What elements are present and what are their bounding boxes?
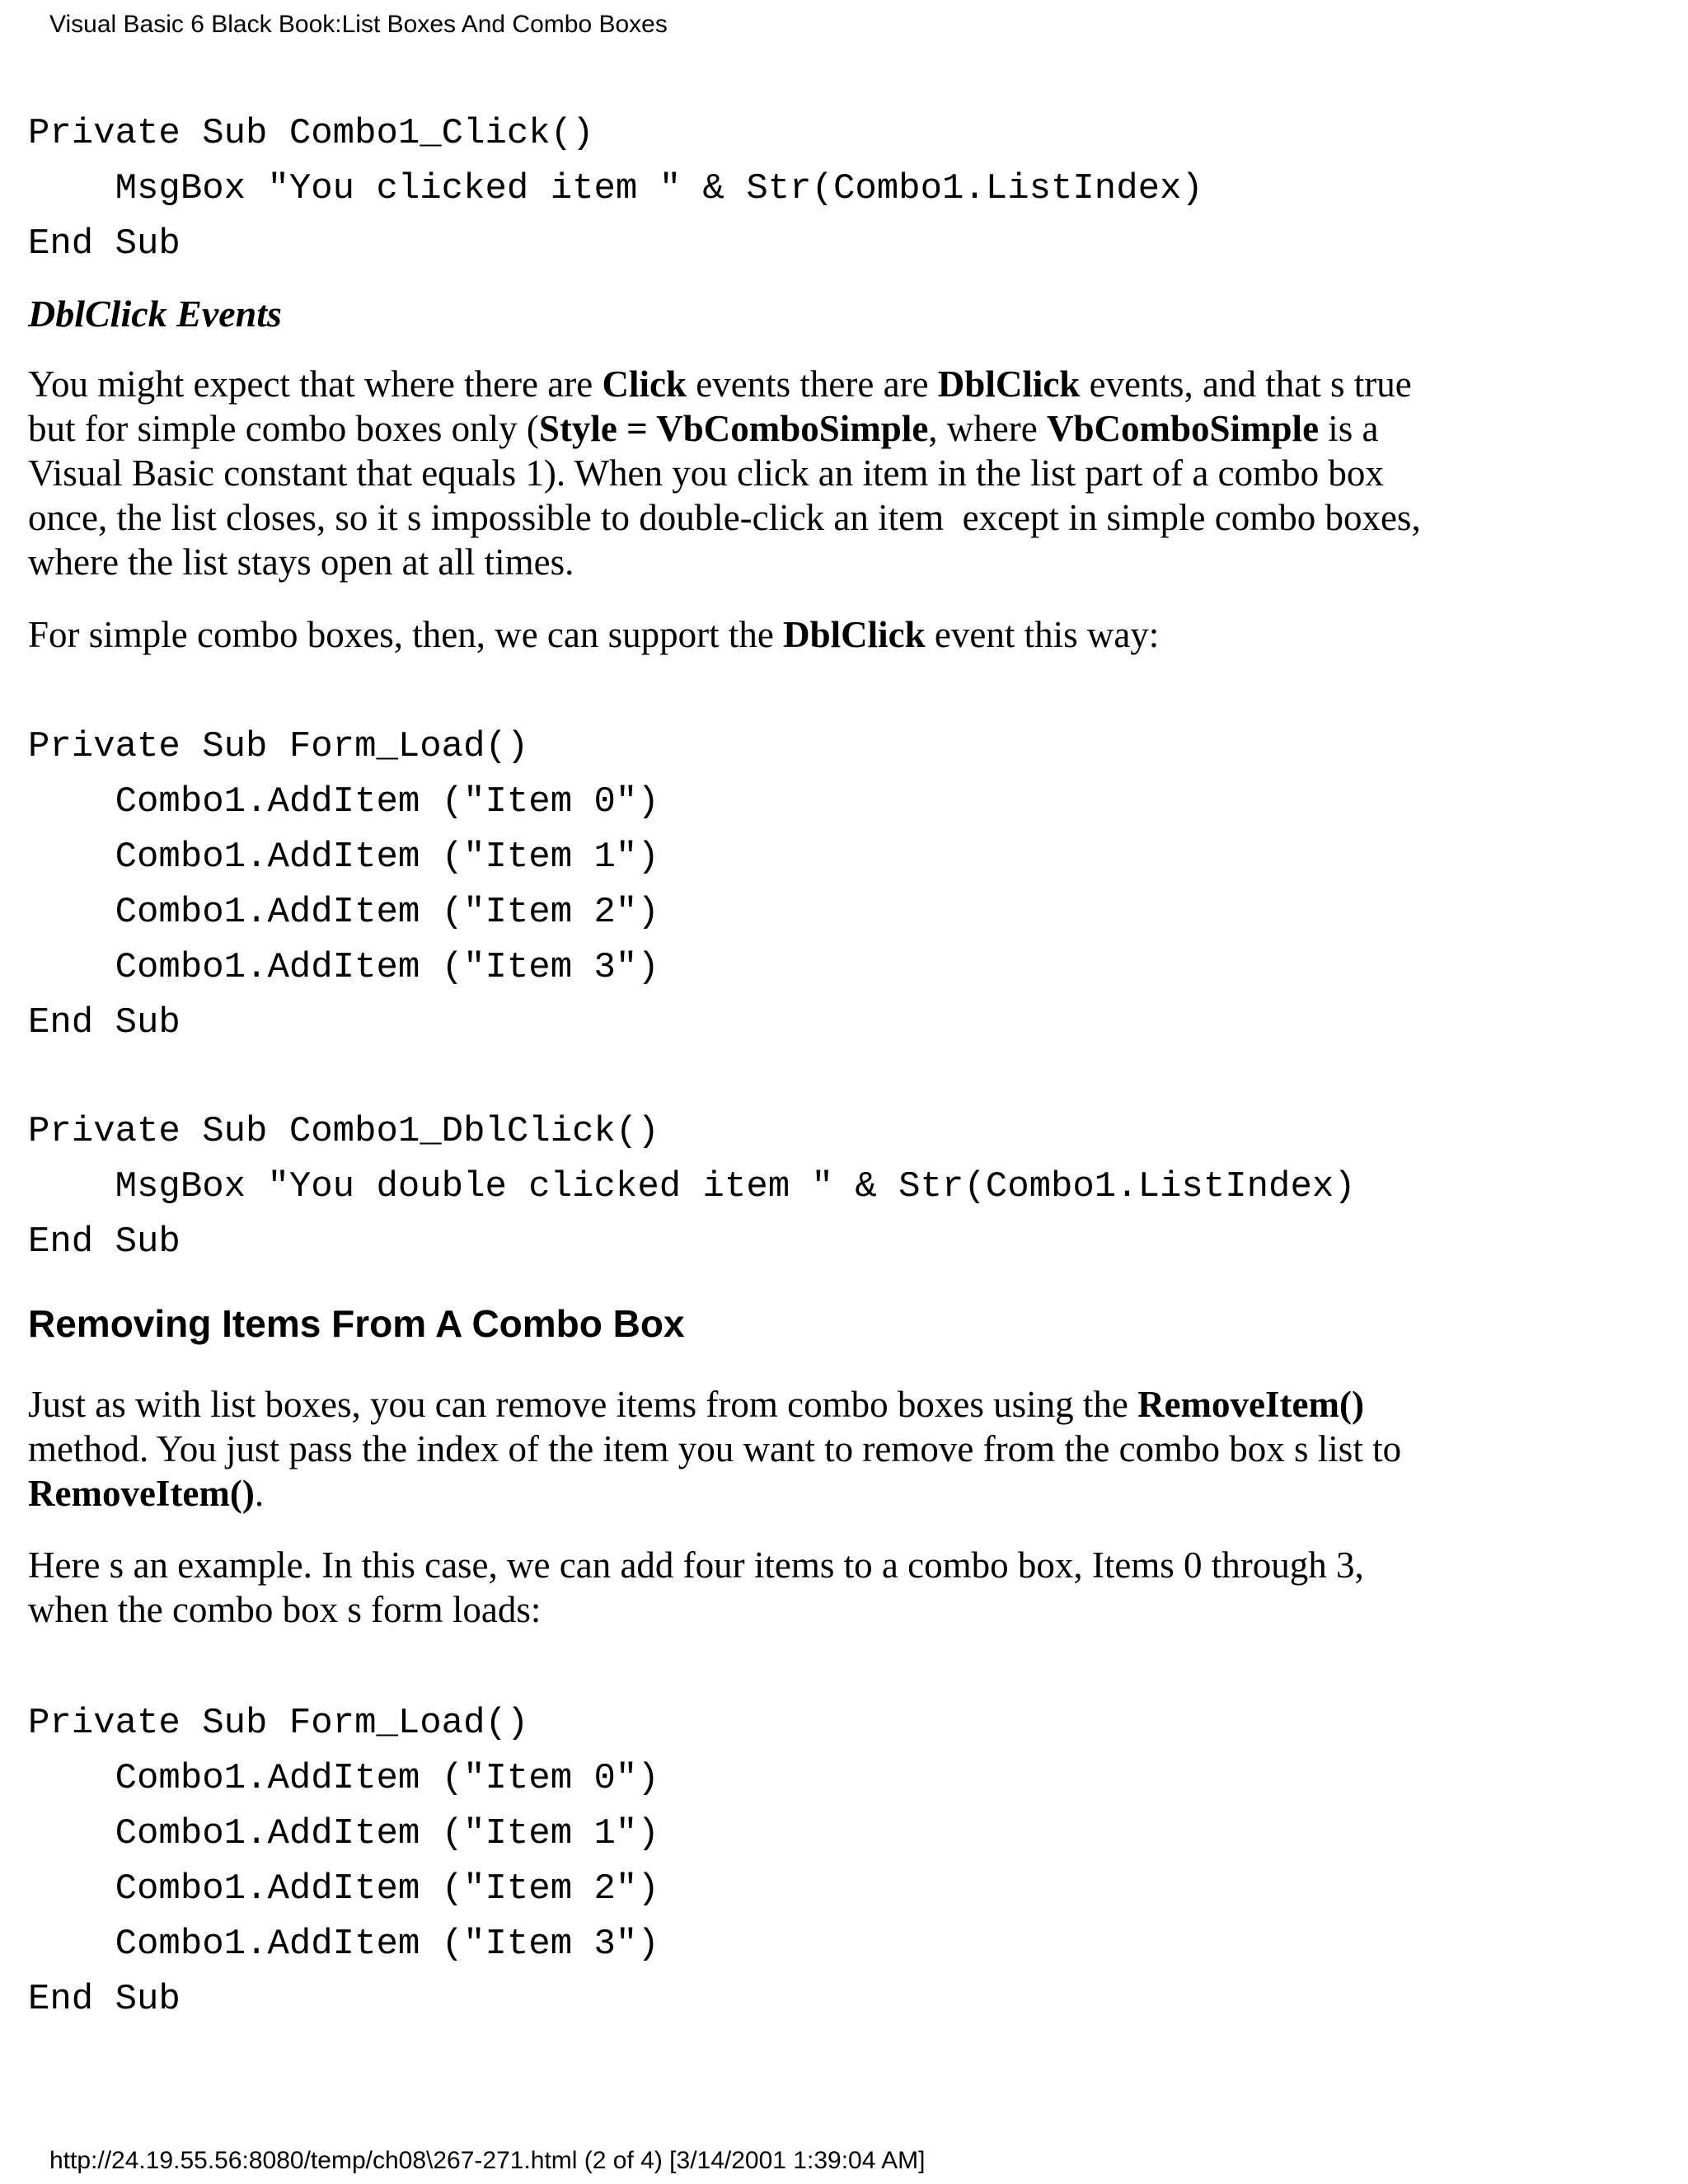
- paragraph-dblclick-support: [28, 612, 1446, 657]
- code-block-combo-dblclick: [28, 1104, 1356, 1270]
- code-block-form-load-2: [28, 1696, 659, 2027]
- code-line: MsgBox "You double clicked item " & Str(Combo1.ListIndex): [28, 1166, 1356, 1207]
- code-line: Combo1.AddItem ("Item 1"): [28, 1813, 659, 1854]
- bold-term: Click: [602, 363, 687, 405]
- code-line: Private Sub Combo1_DblClick(): [28, 1111, 659, 1152]
- code-line: MsgBox "You clicked item " & Str(Combo1.ListIndex): [28, 168, 1203, 209]
- text-segment: , where: [928, 408, 1047, 449]
- code-line: End Sub: [28, 1979, 181, 2020]
- code-line: Combo1.AddItem ("Item 3"): [28, 1924, 659, 1965]
- paragraph-dblclick-intro: [28, 362, 1446, 584]
- code-line: Combo1.AddItem ("Item 0"): [28, 781, 659, 823]
- text-segment: event this way:: [925, 614, 1160, 655]
- bold-term: DblClick: [783, 614, 926, 655]
- bold-term: Style = VbComboSimple: [538, 408, 929, 449]
- text-segment: events there are: [686, 363, 938, 405]
- code-line: Combo1.AddItem ("Item 3"): [28, 947, 659, 988]
- page-footer-url: http://24.19.55.56:8080/temp/ch08\267-271.html (2 of 4) [3/14/2001 1:39:04 AM]: [49, 2147, 926, 2174]
- bold-term: DblClick: [937, 363, 1081, 405]
- code-line: Combo1.AddItem ("Item 0"): [28, 1758, 659, 1799]
- code-line: Private Sub Form_Load(): [28, 726, 529, 767]
- code-block-form-load: [28, 719, 659, 1051]
- code-line: End Sub: [28, 223, 181, 265]
- paragraph-remove-item: [28, 1382, 1446, 1516]
- code-line: Private Sub Form_Load(): [28, 1703, 529, 1744]
- code-line: Combo1.AddItem ("Item 1"): [28, 837, 659, 878]
- code-block-combo-click: [28, 106, 1203, 272]
- text-segment: is a Visual Basic constant that equals 1). When you click an item in the list part of a combo box once, the list closes, so it s impossible to double-click an item except in simple combo boxes, where the list stays open at all times.: [28, 408, 1430, 583]
- bold-term: VbComboSimple: [1046, 408, 1320, 449]
- text-segment: Just as with list boxes, you can remove items from combo boxes using the: [28, 1384, 1138, 1425]
- text-segment: You might expect that where there are: [28, 363, 603, 405]
- paragraph-example: [28, 1543, 1446, 1632]
- code-line: Private Sub Combo1_Click(): [28, 113, 594, 154]
- code-line: End Sub: [28, 1221, 181, 1263]
- page-header: Visual Basic 6 Black Book:List Boxes And Combo Boxes: [49, 11, 668, 38]
- code-line: End Sub: [28, 1002, 181, 1043]
- text-segment: For simple combo boxes, then, we can support the: [28, 614, 784, 655]
- dblclick-events-heading: DblClick Events: [28, 293, 282, 335]
- code-line: Combo1.AddItem ("Item 2"): [28, 1868, 659, 1910]
- bold-term: RemoveItem(): [1137, 1384, 1364, 1425]
- text-segment: Here s an example. In this case, we can add four items to a combo box, Items 0 through 3, when the combo box s form loads:: [28, 1544, 1374, 1630]
- text-segment: events, and that s true but for simple combo boxes only (: [28, 363, 1421, 449]
- text-segment: method. You just pass the index of the item you want to remove from the combo box s list to: [28, 1384, 1411, 1469]
- bold-term: RemoveItem(): [28, 1473, 255, 1514]
- code-line: Combo1.AddItem ("Item 2"): [28, 892, 659, 933]
- text-segment: .: [254, 1473, 265, 1514]
- removing-items-heading: Removing Items From A Combo Box: [28, 1302, 685, 1345]
